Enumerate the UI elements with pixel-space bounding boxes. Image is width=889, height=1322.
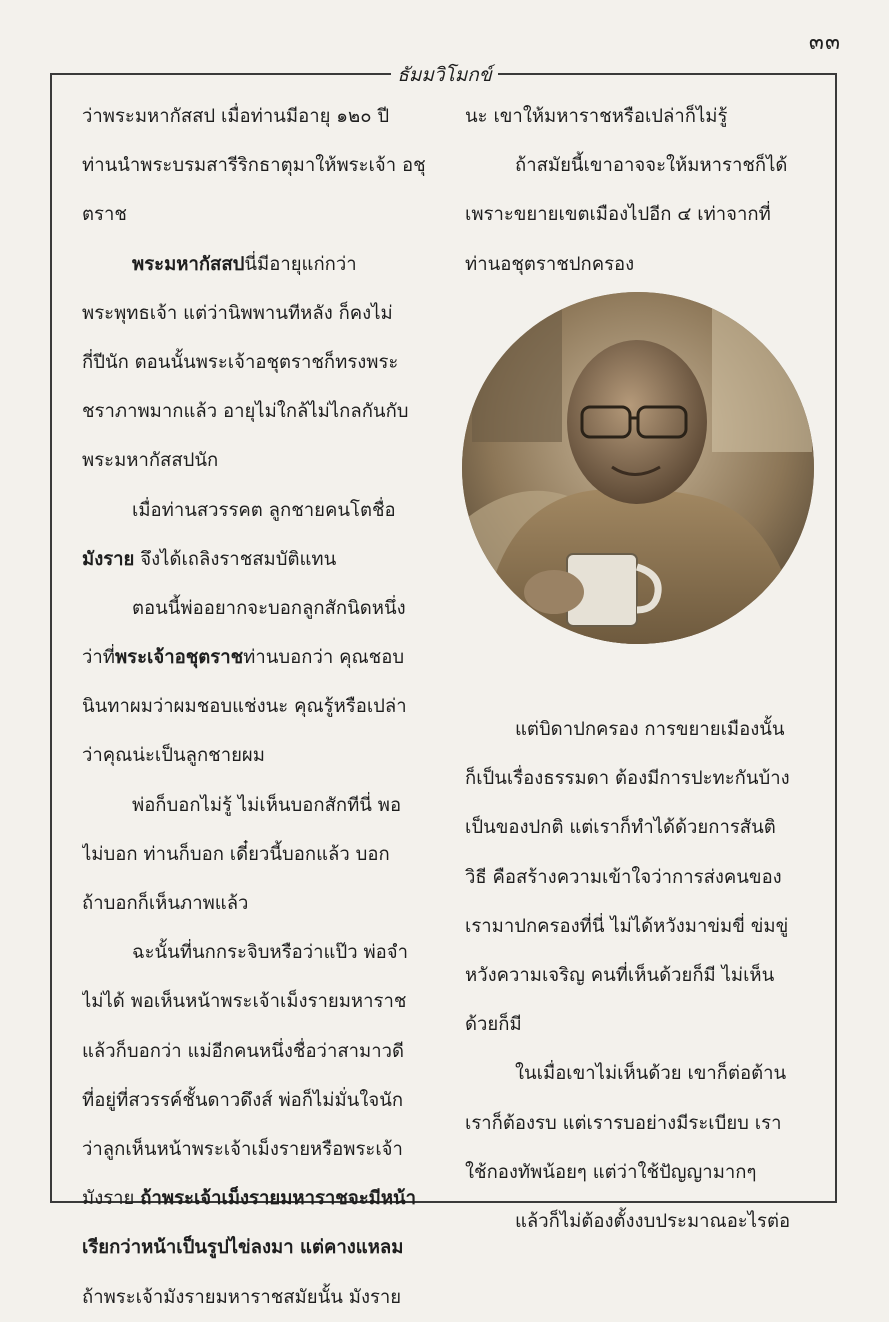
text-line (82, 830, 447, 879)
bold-text: ถ้าพระเจ้าเม็งรายมหาราชจะมีหน้า (140, 1188, 417, 1210)
text-line (82, 977, 447, 1026)
text-line (82, 1076, 447, 1125)
text-segment: กี่ปีนัก ตอนนั้นพระเจ้าอชุตราชก็ทรงพระ (82, 351, 399, 373)
monk-portrait-photo (462, 292, 814, 644)
text-segment: หวังความเจริญ คนที่เห็นด้วยก็มี ไม่เห็น (465, 964, 775, 986)
bold-text: มังราย (82, 548, 135, 570)
text-line (465, 141, 815, 190)
text-line (82, 436, 447, 485)
left-column (82, 92, 447, 1322)
text-line (465, 240, 815, 289)
text-segment: ในเมื่อเขาไม่เห็นด้วย เขาก็ต่อต้าน (515, 1063, 787, 1085)
text-segment: ไม่ได้ พอเห็นหน้าพระเจ้าเม็งรายมหาราช (82, 991, 407, 1013)
text-line (82, 928, 447, 977)
text-line (465, 705, 815, 754)
text-line (82, 1125, 447, 1174)
text-line (82, 1273, 447, 1322)
text-line (465, 1049, 815, 1098)
text-segment: ไม่บอก ท่านก็บอก เดี๋ยวนี้บอกแล้ว บอก (82, 843, 390, 865)
text-segment: ชราภาพมากแล้ว อายุไม่ใกล้ไม่ไกลกันกับ (82, 401, 409, 423)
text-line (465, 1197, 815, 1246)
text-segment: เราก็ต้องรบ แต่เรารบอย่างมีระเบียบ เรา (465, 1112, 782, 1134)
text-segment: พ่อก็บอกไม่รู้ ไม่เห็นบอกสักทีนี่ พอ (132, 794, 402, 816)
text-segment: ท่านนำพระบรมสารีริกธาตุมาให้พระเจ้า อชุ (82, 155, 426, 177)
right-column-bottom (465, 705, 815, 1246)
bold-text: เรียกว่าหน้าเป็นรูปไข่ลงมา แต่คางแหลม (82, 1237, 404, 1259)
text-segment: พระพุทธเจ้า แต่ว่านิพพานทีหลัง ก็คงไม่ (82, 302, 393, 324)
text-line (465, 1000, 815, 1049)
text-segment: ก็เป็นเรื่องธรรมดา ต้องมีการปะทะกันบ้าง (465, 768, 790, 790)
bold-text: พระมหากัสสป (132, 253, 245, 275)
text-segment: แต่บิดาปกครอง การขยายเมืองนั้น (515, 719, 785, 740)
text-segment: มังราย (82, 1188, 141, 1210)
text-line (465, 803, 815, 852)
text-segment: ที่อยู่ที่สวรรค์ชั้นดาวดึงส์ พ่อก็ไม่มั่นใจนัก (82, 1089, 404, 1111)
text-segment: ตราช (82, 204, 127, 226)
text-segment: ถ้าบอกก็เห็นภาพแล้ว (82, 893, 249, 914)
text-line (465, 853, 815, 902)
header-title (0, 60, 889, 90)
text-line (82, 190, 447, 239)
text-segment: ด้วยก็มี (465, 1014, 522, 1036)
text-line (465, 902, 815, 951)
text-segment: ท่านอชุตราชปกครอง (465, 253, 635, 275)
text-segment: ตอนนี้พ่ออยากจะบอกลูกสักนิดหนึ่ง (132, 597, 406, 619)
text-line (82, 879, 447, 928)
text-line (82, 338, 447, 387)
text-segment: เรามาปกครองที่นี่ ไม่ได้หวังมาข่มขี่ ข่มขู่ (465, 915, 789, 937)
text-line (82, 486, 447, 535)
text-segment: ว่าลูกเห็นหน้าพระเจ้าเม็งรายหรือพระเจ้า (82, 1138, 403, 1160)
text-line (82, 92, 447, 141)
text-line (465, 951, 815, 1000)
text-segment: แล้วก็บอกว่า แม่อีกคนหนึ่งชื่อว่าสามาวดี (82, 1040, 404, 1062)
text-line (82, 1223, 447, 1272)
text-segment: ถ้าสมัยนี้เขาอาจจะให้มหาราชก็ได้ (515, 155, 788, 177)
text-segment: แล้วก็ไม่ต้องตั้งงบประมาณอะไรต่อ (515, 1210, 791, 1232)
bold-text: พระเจ้าอชุตราช (114, 647, 244, 669)
text-line (82, 141, 447, 190)
text-line (82, 387, 447, 436)
text-segment: พระมหากัสสปนัก (82, 450, 219, 472)
text-segment: ท่านบอกว่า คุณชอบ (243, 647, 405, 669)
text-line (82, 633, 447, 682)
header-title-text: ธัมมวิโมกข์ (391, 64, 498, 86)
text-line (82, 682, 447, 731)
text-segment: ถ้าพระเจ้ามังรายมหาราชสมัยนั้น มังราย (82, 1286, 402, 1308)
right-column-top (465, 92, 815, 289)
text-segment: นี่มีอายุแก่กว่า (244, 253, 357, 275)
text-segment: ว่าคุณน่ะเป็นลูกชายผม (82, 745, 265, 767)
text-line (82, 584, 447, 633)
text-line (82, 781, 447, 830)
text-segment: นะ เขาให้มหาราชหรือเปล่าก็ไม่รู้ (465, 106, 728, 127)
text-line (465, 754, 815, 803)
text-line (82, 289, 447, 338)
text-segment: ว่าที่ (82, 647, 115, 669)
text-segment: เป็นของปกติ แต่เราก็ทำได้ด้วยการสันติ (465, 817, 776, 839)
text-segment: ใช้กองทัพน้อยๆ แต่ว่าใช้ปัญญามากๆ (465, 1161, 757, 1183)
text-line (82, 535, 447, 584)
text-segment: นินทาผมว่าผมชอบแช่งนะ คุณรู้หรือเปล่า (82, 696, 407, 718)
page-number: ๓๓ (808, 30, 841, 55)
monk-portrait-illustration (462, 292, 814, 644)
text-line (465, 1148, 815, 1197)
text-line (465, 190, 815, 239)
text-segment: วิธี คือสร้างความเข้าใจว่าการส่งคนของ (465, 866, 782, 888)
text-segment: เพราะขยายเขตเมืองไปอีก ๔ เท่าจากที่ (465, 204, 771, 226)
text-segment: ว่าพระมหากัสสป เมื่อท่านมีอายุ ๑๒๐ ปี (82, 106, 390, 127)
text-line (465, 92, 815, 141)
text-segment: ฉะนั้นที่นกกระจิบหรือว่าแป๊ว พ่อจำ (132, 942, 409, 964)
text-line (82, 1174, 447, 1223)
text-line (465, 1099, 815, 1148)
text-line (82, 731, 447, 780)
text-line (82, 1027, 447, 1076)
text-segment: จึงได้เถลิงราชสมบัติแทน (134, 548, 337, 570)
text-segment: เมื่อท่านสวรรคต ลูกชายคนโตชื่อ (132, 499, 396, 521)
text-line (82, 240, 447, 289)
